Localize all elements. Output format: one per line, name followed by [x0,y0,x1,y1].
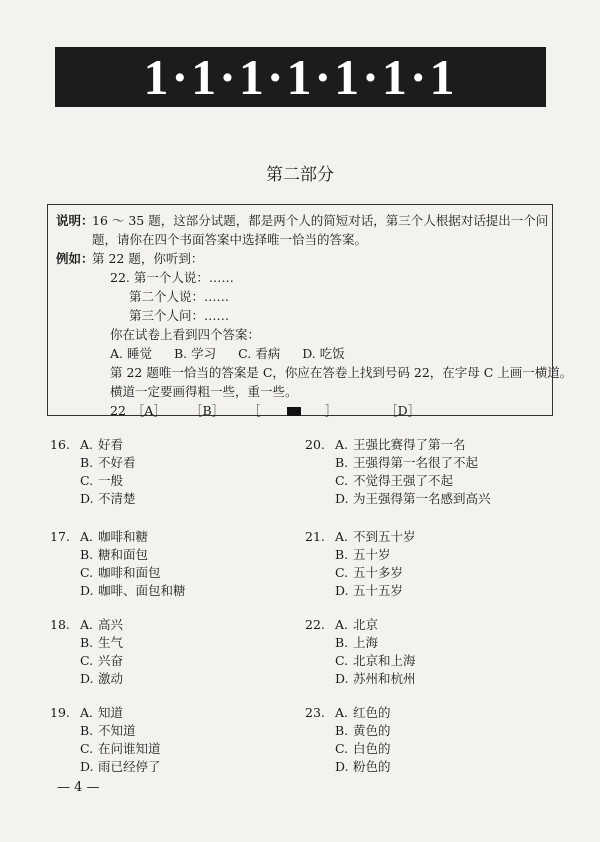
answer-bracket-close: ］ [324,403,338,418]
option-letter: A. [80,529,94,544]
example-line-3: 第二个人说：…… [129,289,230,304]
option-text: 在问谁知道 [98,741,161,756]
option-text: 北京和上海 [353,653,416,668]
example-answer-sheet [56,401,544,420]
option-letter: B. [335,723,349,738]
question-18 [50,616,123,688]
question-number: 17. [50,529,70,544]
option-text: 一般 [98,473,124,488]
option-text: 雨已经停了 [98,759,161,774]
option-text: 不觉得王强了不起 [353,473,454,488]
option-letter: D. [335,671,349,686]
option-letter: A. [80,437,94,452]
option-text: 为王强得第一名感到高兴 [353,491,491,506]
option-text: 高兴 [98,617,124,632]
option-letter: C. [80,741,94,756]
option-letter: A. [80,705,94,720]
question-number: 23. [305,705,325,720]
option-text: 红色的 [353,705,391,720]
answer-bubble-c [248,401,361,420]
option-text: 王强得第一名很了不起 [353,455,479,470]
option-letter: D. [80,583,94,598]
option-letter: A. [335,617,349,632]
option-letter: B. [335,635,349,650]
answer-bubble-d: ［D］ [385,403,421,418]
option-text: 咖啡和糖 [98,529,149,544]
option-letter: C. [335,741,349,756]
part-title: 第二部分 [266,165,334,185]
question-20 [305,436,491,508]
option-text: 咖啡、面包和糖 [98,583,186,598]
option-text: 五十五岁 [353,583,404,598]
option-letter: B. [335,547,349,562]
example-line-5: 你在试卷上看到四个答案： [110,327,261,342]
instruction-line-2: 题，请你在四个书面答案中选择唯一恰当的答案。 [92,232,368,247]
option-letter: C. [335,473,349,488]
option-letter: D. [80,759,94,774]
example-line-7: 横道一定要画得粗一些，重一些。 [110,384,298,399]
option-text: 生气 [98,635,124,650]
option-letter: B. [80,547,94,562]
question-21 [305,528,416,600]
option-letter: B. [80,635,94,650]
option-text: 王强比赛得了第一名 [353,437,466,452]
instruction-label: 说明： [56,213,94,228]
option-text: 不到五十岁 [353,529,416,544]
answer-bracket-open: ［ [248,403,261,418]
option-text: 糖和面包 [98,547,149,562]
page-number: — 4 — [57,780,100,795]
option-text: 五十多岁 [353,565,404,580]
option-text: 不清楚 [98,491,136,506]
question-number: 16. [50,437,70,452]
question-17 [50,528,186,600]
example-option-a: A. 睡觉 [110,346,152,361]
option-text: 激动 [98,671,124,686]
option-text: 兴奋 [98,653,124,668]
question-16 [50,436,136,508]
example-line-1: 第 22 题，你听到： [92,251,204,266]
example-option-b: B. 学习 [173,346,217,361]
question-19 [50,704,161,776]
option-letter: C. [335,565,349,580]
option-letter: D. [80,491,94,506]
question-number: 22. [305,617,325,632]
option-letter: C. [80,473,94,488]
option-text: 不知道 [98,723,136,738]
question-number: 20. [305,437,325,452]
example-options [56,344,544,363]
example-line-2: 22. 第一个人说：…… [110,270,234,285]
option-text: 好看 [98,437,124,452]
option-letter: D. [335,759,349,774]
example-line-4: 第三个人问：…… [129,308,230,323]
option-letter: B. [80,723,94,738]
example-line-6: 第 22 题唯一恰当的答案是 C，你应在答卷上找到号码 22，在字母 C 上画一横道。 [110,365,573,380]
answer-bubble-b: ［B］ [189,403,225,418]
option-text: 北京 [353,617,379,632]
option-letter: A. [335,529,349,544]
instruction-line-1: 16 ～ 35 题，这部分试题，都是两个人的简短对话，第三个人根据对话提出一个问 [92,213,549,228]
option-text: 粉色的 [353,759,391,774]
option-letter: C. [335,653,349,668]
option-letter: C. [80,653,94,668]
option-text: 白色的 [353,741,391,756]
option-text: 黄色的 [353,723,391,738]
answer-number: 22 [110,403,126,418]
question-number: 18. [50,617,70,632]
instruction-row [56,211,549,230]
example-option-c: C. 看病 [238,346,281,361]
option-text: 上海 [353,635,379,650]
option-letter: A. [80,617,94,632]
option-letter: D. [80,671,94,686]
option-letter: D. [335,491,349,506]
option-letter: D. [335,583,349,598]
question-23 [305,704,391,776]
section-banner: 1·1·1·1·1·1·1 [55,47,546,107]
answer-bubble-a: ［A］ [131,403,166,418]
filled-mark-icon [287,407,301,416]
option-letter: C. [80,565,94,580]
question-number: 21. [305,529,325,544]
option-letter: B. [335,455,349,470]
example-option-d: D. 吃饭 [302,346,345,361]
example-row [56,249,544,268]
example-label: 例如： [56,251,94,266]
option-text: 咖啡和面包 [98,565,161,580]
option-text: 苏州和杭州 [353,671,416,686]
option-text: 五十岁 [353,547,391,562]
option-letter: A. [335,437,349,452]
option-text: 不好看 [98,455,136,470]
question-22 [305,616,416,688]
option-text: 知道 [98,705,124,720]
question-number: 19. [50,705,70,720]
option-letter: A. [335,705,349,720]
instruction-box [47,204,573,418]
option-letter: B. [80,455,94,470]
